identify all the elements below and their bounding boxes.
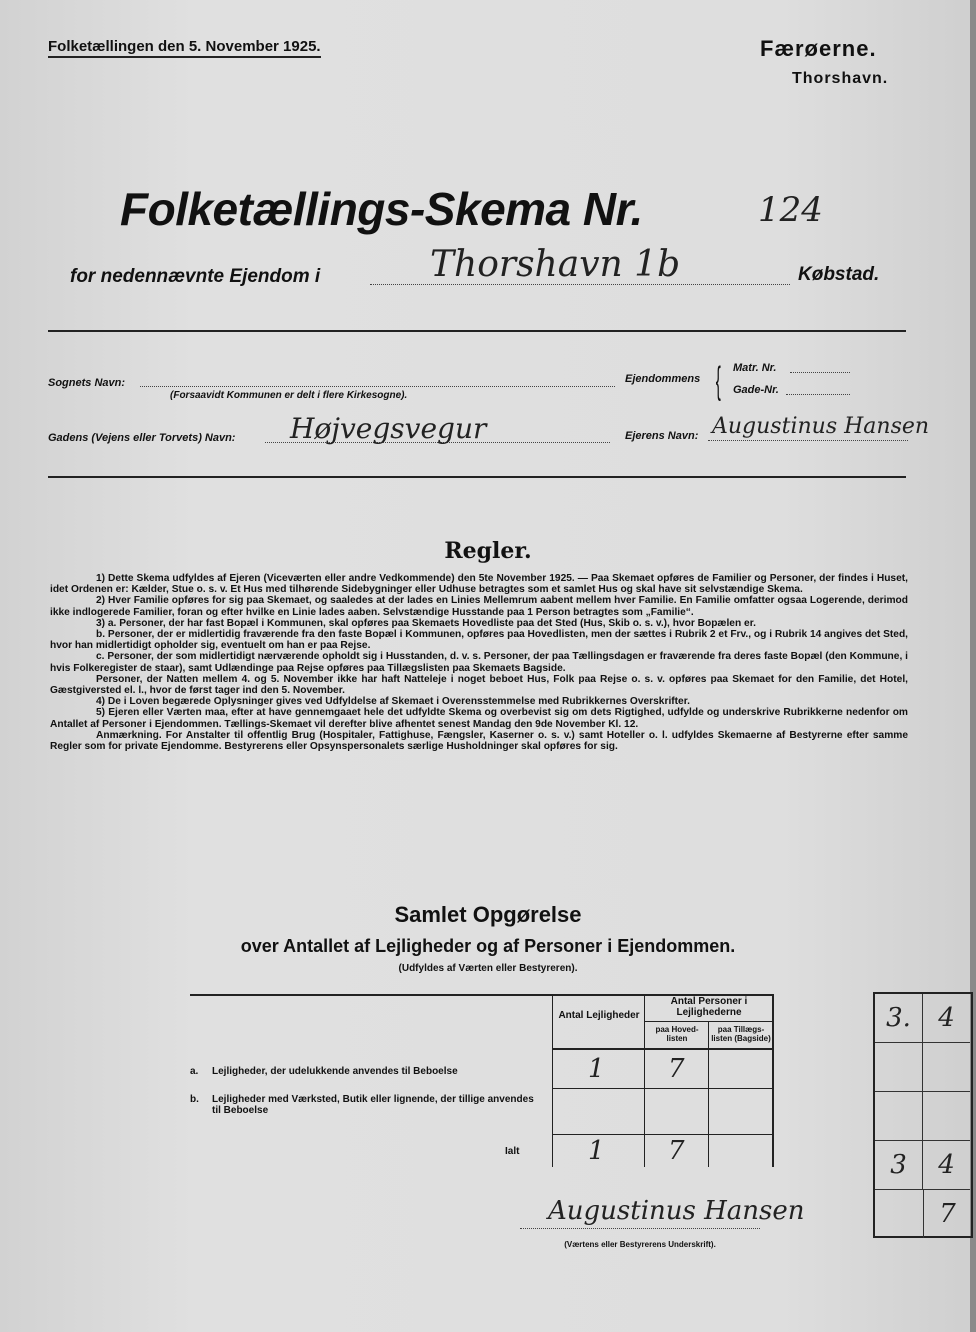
street-label: Gadens (Vejens eller Torvets) Navn: (48, 432, 236, 444)
signature-caption: (Værtens eller Bestyrerens Underskrift). (564, 1240, 716, 1249)
row-b-marker: b. (190, 1094, 199, 1105)
side-r4c2: 4 (923, 1141, 970, 1190)
rule-5: 5) Ejeren eller Værten maa, efter at have gennemgaaet hele det udfyldte Skema og overbevist sig om dets Rigtighed, udfylde og underskrive Rubrikkerne nedenfor om Antallet af Personer i Ejendommen. Tællings-Skemaet vil derefter blive afhentet senest Mandag den 9de November Kl. 12. (50, 707, 908, 730)
rule-night: Personer, der Natten mellem 4. og 5. November ikke har haft Natteleje i noget beboet Hus, Folk paa Rejse o. s. v. opføres paa Skemaet for den Familie, det Hotel, Gæstgiversted el. l., hvor de først tager ind den 5. November. (50, 673, 908, 697)
parish-line (140, 386, 615, 387)
property-value: Thorshavn 1b (430, 244, 681, 285)
row-a-main: 7 (668, 1054, 685, 1084)
total-main: 7 (668, 1136, 685, 1166)
col-main-list: paa Hoved-listen (655, 1025, 699, 1043)
signature-value: Augustinus Hansen (548, 1196, 805, 1226)
summary-title: Samlet Opgørelse (394, 902, 582, 927)
rules-text (50, 573, 908, 752)
total-label: Ialt (505, 1146, 520, 1157)
side-r5c2: 7 (923, 1190, 971, 1238)
table-row-rule-1 (552, 1088, 774, 1089)
divider-top (48, 330, 906, 332)
col-persons: Antal Personer i Lejlighederne (670, 996, 748, 1018)
matr-label: Matr. Nr. (733, 362, 777, 374)
col-supp-list: paa Tillægs-listen (Bagside) (711, 1025, 771, 1043)
rule-4: 4) De i Loven begærede Oplysninger gives ved Udfyldelse af Skemaet i Overensstemmelse med Rubrikkernes Overskrifter. (96, 696, 690, 708)
rules-title: Regler. (444, 538, 532, 564)
owner-label: Ejerens Navn: (625, 430, 699, 442)
side-r2c2 (923, 1043, 970, 1092)
rule-3b: b. Personer, der er midlertidig fraværende fra den faste Bopæl i Kommunen, opføres paa Hovedlisten, men der sættes i Rubrik 2 et Frv., og i Rubrik 14 angives det Sted, hvor han midlertidigt opholder sig, eventuelt om han er paa Rejse. (50, 629, 908, 652)
property-label: for nedennævnte Ejendom i (70, 266, 321, 287)
schema-number: 124 (758, 190, 823, 230)
town-header: Thorshavn. (792, 70, 889, 87)
census-date-header: Folketællingen den 5. November 1925. (48, 38, 321, 58)
side-r3c1 (875, 1092, 923, 1141)
parish-note: (Forsaavidt Kommunen er delt i flere Kirkesogne). (170, 390, 408, 401)
owner-line (708, 440, 908, 441)
col-apartments: Antal Lejligheder (558, 1010, 640, 1021)
table-col-sep-3 (708, 1022, 709, 1167)
rule-1: 1) Dette Skema udfyldes af Ejeren (Viceværten eller andre Vedkommende) den 5te November 1925. — Paa Skemaet opføres de Familier og Personer, der findes i Huset, idet Ordenen er: Kælder, Stue o. s. v. Et Hus med tilhørende Sidebygninger eller Udhuse betragtes som et samlet Hus og skal have sit selvstændige Skema. (50, 573, 908, 596)
rule-3c: c. Personer, der som midlertidigt nærværende opholdt sig i Husstanden, d. v. s. Personer, der paa Tællingsdagen er fraværende fra deres faste Bopæl (den Kommune, i hvis Folkeregister de staar), samt Udlændinge paa Rejse opføres paa Tillægslisten paa Skemaets Bagside. (50, 651, 908, 674)
street-value: Højvegsvegur (290, 412, 487, 445)
side-r1c1: 3. (875, 994, 923, 1043)
row-a-marker: a. (190, 1066, 199, 1077)
matr-line (790, 372, 850, 373)
row-a-apartments: 1 (588, 1054, 605, 1084)
table-right-rule (772, 994, 774, 1167)
table-row-rule-2 (552, 1134, 774, 1135)
parish-label: Sognets Navn: (48, 377, 126, 389)
total-apartments: 1 (588, 1136, 605, 1166)
side-r1c2: 4 (923, 994, 970, 1043)
region-header: Færøerne. (760, 36, 877, 61)
summary-table (190, 994, 774, 1167)
row-a-label: Lejligheder, der udelukkende anvendes til Beboelse (212, 1066, 458, 1077)
rule-3a: 3) a. Personer, der har fast Bopæl i Kommunen, skal opføres paa Skemaets Hovedliste paa det Sted (Hus, Skib o. s. v.), hvor Bopælen er. (96, 617, 756, 629)
rule-remark: Anmærkning. For Anstalter til offentlig Brug (Hospitaler, Fattighuse, Fængsler, Kaserner o. s. v.) samt Hoteller o. l. udfyldes Skemaerne af Bestyrerne efter samme Regler som for private Ejendomme. Bestyrerens eller Opsynspersonalets særlige Husholdninger skal opføres for sig. (50, 729, 908, 753)
side-r4c1: 3 (875, 1141, 923, 1190)
summary-subtitle: over Antallet af Lejligheder og af Personer i Ejendommen. (240, 936, 736, 956)
rule-2: 2) Hver Familie opføres for sig paa Skemaet, og saaledes at der lades en Linies Mellemrum aabent mellem hver Familie. En Familie omfatter ogsaa Logerende, derimod ikke indlogerede Familier, foran og efter hvilke en Linie lades aaben. Selvstændige Husstande paa 1 Person betragtes som „Familie“. (50, 595, 908, 618)
gade-label: Gade-Nr. (733, 384, 779, 396)
table-col-sep-1 (552, 994, 553, 1167)
side-r2c1 (875, 1043, 923, 1092)
side-r3c2 (923, 1092, 970, 1141)
table-header-rule (552, 1048, 774, 1050)
side-tally-box (873, 992, 973, 1238)
table-col-sep-2 (644, 994, 645, 1167)
signature-line (520, 1228, 760, 1229)
property-suffix: Købstad. (798, 264, 880, 285)
owner-value: Augustinus Hansen (712, 414, 930, 439)
brace: { (715, 360, 721, 402)
gade-line (786, 394, 850, 395)
row-b-label: Lejligheder med Værksted, Butik eller lignende, der tillige anvendes til Beboelse (212, 1094, 534, 1116)
form-title: Folketællings-Skema Nr. (120, 183, 643, 235)
property-number-label: Ejendommens (625, 373, 701, 385)
table-sub-rule (644, 1021, 774, 1022)
side-r5c1 (875, 1190, 922, 1238)
divider-bottom (48, 476, 906, 478)
summary-note: (Udfyldes af Værten eller Bestyreren). (398, 963, 578, 974)
